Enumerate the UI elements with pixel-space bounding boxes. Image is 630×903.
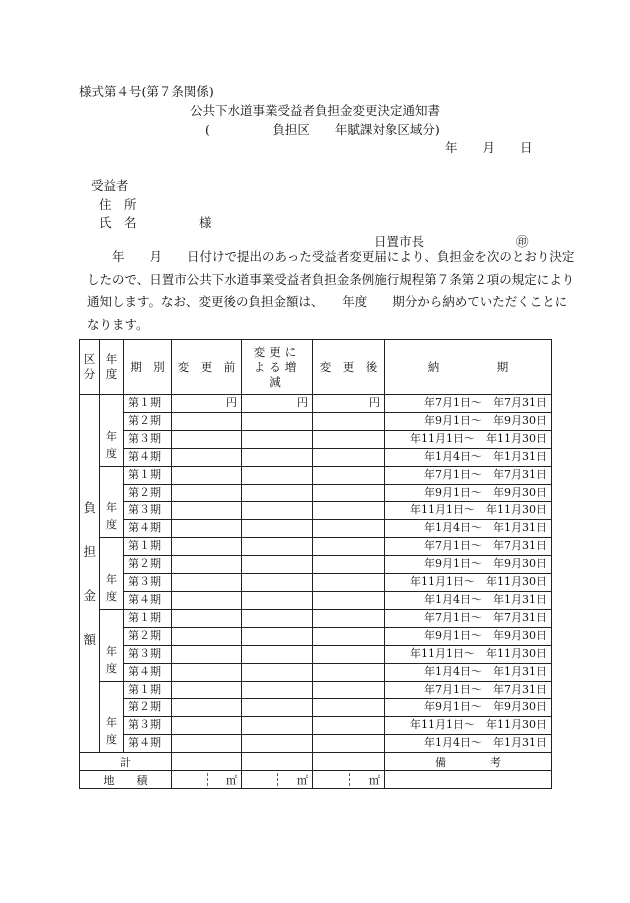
change-amount [242,627,313,645]
table-row [80,412,552,430]
period-cell: 第１期 [124,395,172,413]
period-cell: 第３期 [124,430,172,448]
nendo-label: 年度 [106,429,117,460]
table-row [80,681,552,699]
kubun-cell [80,395,100,753]
before-amount [172,556,242,574]
due-period: 年11月1日～ 年11月30日 [385,717,552,735]
table-row [80,699,552,717]
table-row [80,466,552,484]
remarks-label: 備 考 [385,753,552,771]
table-row [80,574,552,592]
body-line: したので、日置市公共下水道事業受益者負担金条例施行規程第７条第２項の規定により [87,271,575,287]
due-period: 年11月1日～ 年11月30日 [385,645,552,663]
change-amount [242,502,313,520]
change-amount [242,699,313,717]
period-cell: 第４期 [124,448,172,466]
before-amount [172,538,242,556]
before-amount [172,412,242,430]
header-after: 変 更 後 [313,340,385,395]
change-amount [242,735,313,753]
header-due: 納 期 [385,340,552,395]
after-amount [313,520,385,538]
period-cell: 第１期 [124,538,172,556]
header-kubun: 区分 [80,340,100,395]
after-amount [313,627,385,645]
period-cell: 第２期 [124,627,172,645]
period-cell: 第１期 [124,609,172,627]
period-cell: 第１期 [124,681,172,699]
header-kibetsu: 期 別 [124,340,172,395]
after-amount [313,735,385,753]
header-before: 変 更 前 [172,340,242,395]
period-cell: 第３期 [124,717,172,735]
form-number: 様式第４号(第７条関係) [79,84,214,99]
change-amount [242,520,313,538]
table-row [80,448,552,466]
due-period: 年11月1日～ 年11月30日 [385,430,552,448]
table-row [80,484,552,502]
nendo-cell [100,538,124,610]
change-amount [242,717,313,735]
area-unit: ㎡ [297,773,308,787]
period-cell: 第４期 [124,663,172,681]
change-amount [242,681,313,699]
area-after [313,771,385,789]
after-amount [313,699,385,717]
nendo-label: 年度 [106,573,117,603]
area-change [242,771,313,789]
nendo-label: 年度 [106,644,117,675]
recipient-address: 住 所 [99,196,137,212]
change-amount [242,430,313,448]
remarks-cell [385,771,552,789]
period-cell: 第２期 [124,699,172,717]
after-amount [313,681,385,699]
due-period: 年7月1日～ 年7月31日 [385,466,552,484]
after-amount [313,466,385,484]
document-title: 公共下水道事業受益者負担金変更決定通知書 [189,103,440,118]
table-row [80,627,552,645]
recipient-block [91,177,212,233]
after-amount [313,448,385,466]
due-period: 年9月1日～ 年9月30日 [385,556,552,574]
area-label: 地 積 [80,771,172,789]
table-row [80,520,552,538]
before-amount [172,466,242,484]
table-row [80,735,552,753]
after-amount [313,609,385,627]
before-amount [172,627,242,645]
period-cell: 第３期 [124,645,172,663]
area-unit: ㎡ [369,773,380,787]
after-amount [313,484,385,502]
nendo-cell [100,395,124,467]
body-line: なります。 [87,316,149,332]
before-amount [172,484,242,502]
assessment-table [79,339,552,789]
before-amount [172,717,242,735]
before-amount [172,609,242,627]
notice-body [87,246,575,336]
kubun-label: 負担金額 [83,499,97,647]
nendo-label: 年度 [106,501,117,532]
change-amount [242,609,313,627]
table-row [80,556,552,574]
change-amount [242,556,313,574]
before-amount [172,645,242,663]
area-before [172,771,242,789]
after-amount [313,645,385,663]
table-row [80,502,552,520]
change-amount [242,412,313,430]
nendo-cell [100,466,124,538]
body-line: 年 月 日付けで提出のあった受益者変更届により、負担金を次のとおり決定 [87,249,575,264]
table-row [80,430,552,448]
period-cell: 第３期 [124,502,172,520]
document-subtitle: ( 負担区 年賦課対象区域分) [205,122,440,137]
after-amount: 円 [313,395,385,413]
period-cell: 第１期 [124,466,172,484]
before-amount [172,591,242,609]
due-period: 年9月1日～ 年9月30日 [385,627,552,645]
due-period: 年9月1日～ 年9月30日 [385,412,552,430]
due-period: 年1月4日～ 年1月31日 [385,663,552,681]
total-before [172,753,242,771]
before-amount [172,574,242,592]
after-amount [313,430,385,448]
change-amount [242,574,313,592]
change-amount [242,591,313,609]
after-amount [313,591,385,609]
due-period: 年1月4日～ 年1月31日 [385,591,552,609]
before-amount: 円 [172,395,242,413]
header-change: 変更による増減 [242,340,313,395]
total-label: 計 [80,753,172,771]
change-amount: 円 [242,395,313,413]
due-period: 年7月1日～ 年7月31日 [385,609,552,627]
change-amount [242,663,313,681]
before-amount [172,448,242,466]
after-amount [313,717,385,735]
body-line: 通知します。なお、変更後の負担金額は、 年度 期分から納めていただくことに [87,294,568,309]
before-amount [172,699,242,717]
due-period: 年11月1日～ 年11月30日 [385,502,552,520]
after-amount [313,538,385,556]
due-period: 年7月1日～ 年7月31日 [385,395,552,413]
table-row [80,645,552,663]
due-period: 年1月4日～ 年1月31日 [385,735,552,753]
due-period: 年1月4日～ 年1月31日 [385,520,552,538]
before-amount [172,735,242,753]
before-amount [172,502,242,520]
before-amount [172,430,242,448]
due-period: 年7月1日～ 年7月31日 [385,681,552,699]
after-amount [313,663,385,681]
period-cell: 第２期 [124,556,172,574]
nendo-label: 年度 [106,716,117,747]
recipient-name: 氏 名 様 [99,215,212,230]
table-row [80,591,552,609]
table-row [80,538,552,556]
table-row [80,717,552,735]
total-after [313,753,385,771]
change-amount [242,645,313,663]
table-row [80,663,552,681]
after-amount [313,412,385,430]
area-unit: ㎡ [226,773,237,787]
period-cell: 第４期 [124,735,172,753]
after-amount [313,574,385,592]
change-amount [242,484,313,502]
period-cell: 第３期 [124,574,172,592]
seal-mark: ㊞ [516,234,529,249]
after-amount [313,556,385,574]
before-amount [172,520,242,538]
table-row [80,609,552,627]
nendo-cell [100,609,124,681]
due-period: 年9月1日～ 年9月30日 [385,484,552,502]
total-change [242,753,313,771]
change-amount [242,448,313,466]
change-amount [242,466,313,484]
due-period: 年1月4日～ 年1月31日 [385,448,552,466]
period-cell: 第２期 [124,412,172,430]
after-amount [313,502,385,520]
recipient-label: 受益者 [91,178,129,193]
before-amount [172,681,242,699]
period-cell: 第４期 [124,591,172,609]
before-amount [172,663,242,681]
issue-date: 年 月 日 [445,140,533,155]
due-period: 年9月1日～ 年9月30日 [385,699,552,717]
change-amount [242,538,313,556]
nendo-cell [100,681,124,753]
due-period: 年11月1日～ 年11月30日 [385,574,552,592]
table-row [80,395,552,413]
due-period: 年7月1日～ 年7月31日 [385,538,552,556]
header-nendo: 年度 [100,340,124,395]
issuer-name: 日置市長 [374,234,425,249]
period-cell: 第２期 [124,484,172,502]
period-cell: 第４期 [124,520,172,538]
